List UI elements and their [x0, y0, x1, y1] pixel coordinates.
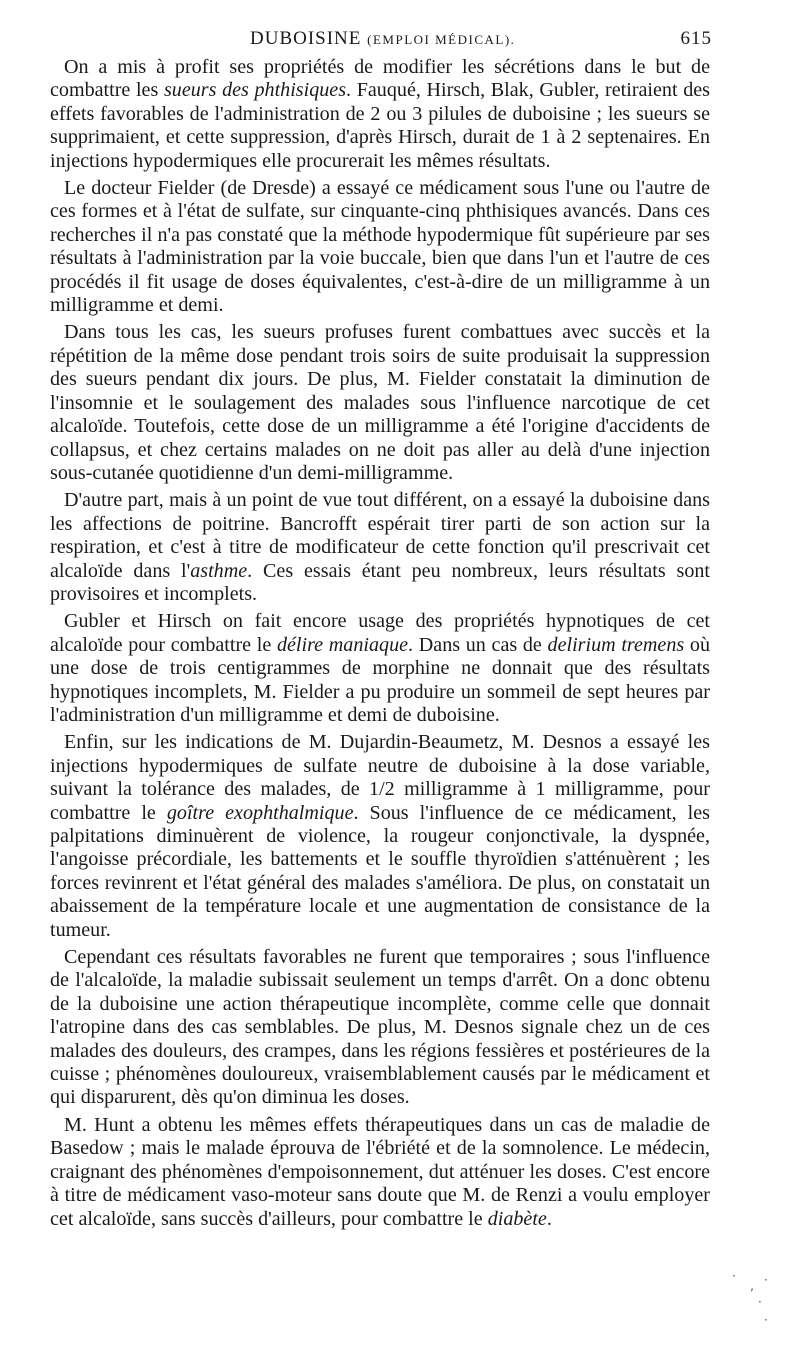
running-title-subtitle: (EMPLOI MÉDICAL).: [367, 32, 516, 47]
italic-run: délire maniaque: [276, 633, 409, 656]
text-run: Dans tous les cas, les sueurs profuses furent combattues avec succès et la répétition de la même dose pendant trois soirs de suite produisait la suppression des sueurs pendant dix jours. De plus, M. Fielder constatait la diminution de l'insomnie et le soulagement des malades sous l'influence narcotique de cet alcaloïde. Toutefois, cette dose de un milligramme a été l'origine d'accidents de collapsus, et chez certains malades on ne doit pas aller au delà d'une injection sous-cutanée quotidienne d'un demi-milligramme.: [50, 321, 710, 484]
text-run: . Dans un cas de: [408, 633, 548, 656]
body-text: [50, 56, 710, 1231]
running-head: [50, 22, 710, 52]
paragraph: [50, 946, 710, 1110]
paragraph: [50, 177, 710, 317]
text-run: M. Hunt a obtenu les mêmes effets thérapeutiques dans un cas de maladie de Basedow ; mais le malade éprouva de l'ébriété et de la somnolence. Le médecin, craignant des phénomènes d'empoisonnement, dut atténuer les doses. C'est encore à titre de médicament vaso-moteur sans doute que M. de Renzi a voulu employer cet alcaloïde, sans succès d'ailleurs, pour combattre le: [50, 1113, 710, 1230]
scan-specks: · ‚ · · ·: [732, 1269, 768, 1327]
italic-run: diabète: [487, 1207, 547, 1230]
paragraph: [50, 56, 710, 173]
text-run: On a mis à profit ses propriétés de modifier les sécrétions dans le but de combattre les: [50, 56, 710, 102]
text-run: D'autre part, mais à un point de vue tout différent, on a essayé la duboisine dans les affections de poitrine. Bancrofft espérait tirer parti de son action sur la respiration, et c'est à titre de modificateur de cette fonction qu'il prescrivait cet alcaloïde dans l': [50, 489, 710, 582]
text-run: où une dose de trois centigrammes de morphine ne donnait que des résultats hypnotiques incomplets, M. Fielder a pu produire un sommeil de sept heures par l'administration d'un milligramme et demi de duboisine.: [50, 633, 710, 726]
paragraph: [50, 489, 710, 606]
paragraph: [50, 731, 710, 942]
running-title-main: DUBOISINE: [250, 28, 362, 49]
italic-run: delirium tremens: [547, 633, 685, 656]
text-run: . Sous l'influence de ce médicament, les palpitations diminuèrent de violence, la rougeur conjonctivale, la dyspnée, l'angoisse précordiale, les battements et le souffle thyroïdien s'atténuèrent ; les forces revinrent et l'état général des malades s'améliora. De plus, on constatait un abaissement de la température locale et une augmentation de consistance de la tumeur.: [50, 801, 710, 941]
text-run: Le docteur Fielder (de Dresde) a essayé ce médicament sous l'une ou l'autre de ces formes et à l'état de sulfate, sur cinquante-cinq phthisiques avancés. Dans ces recherches il n'a pas constaté que la méthode hypodermique fût supérieure par ses résultats à l'administration par la voie buccale, bien que dans l'un et l'autre de ces procédés il fit usage de doses équivalentes, c'est-à-dire de un milligramme à un milligramme et demi.: [50, 177, 710, 317]
text-run: Enfin, sur les indications de M. Dujardin-Beaumetz, M. Desnos a essayé les injections hypodermiques de sulfate neutre de duboisine à la dose variable, suivant la tolérance des malades, de 1/2 milligramme à 1 milligramme, pour combattre le: [50, 731, 710, 824]
book-page: [50, 22, 710, 1235]
text-run: . Fauqué, Hirsch, Blak, Gubler, retiraient des effets favorables de l'administration de 2 ou 3 pilules de duboisine ; les sueurs se supprimaient, et cette suppression, d'après Hirsch, durait de 1 à 2 septenaires. En injections hypodermiques elle procurerait les mêmes résultats.: [50, 79, 710, 172]
text-run: Gubler et Hirsch on fait encore usage des propriétés hypnotiques de cet alcaloïde pour combattre le: [50, 610, 710, 656]
paragraph: [50, 610, 710, 727]
italic-run: goître exophthalmique: [166, 801, 354, 824]
italic-run: sueurs des phthisiques: [163, 79, 347, 102]
text-run: Cependant ces résultats favorables ne furent que temporaires ; sous l'influence de l'alcaloïde, la maladie subissait seulement un temps d'arrêt. On a donc obtenu de la duboisine une action thérapeutique incomplète, comme celle que donnait l'atropine dans des cas semblables. De plus, M. Desnos signale chez un de ces malades des douleurs, des crampes, dans les régions fessières et postérieures de la cuisse ; phénomènes douloureux, vraisemblablement causés par le médicament et qui disparurent, dès qu'on diminua les doses.: [50, 946, 710, 1109]
italic-run: asthme: [190, 559, 248, 582]
running-title: [250, 28, 515, 50]
page-number: 615: [680, 28, 712, 49]
paragraph: [50, 1114, 710, 1231]
text-run: .: [546, 1207, 552, 1230]
paragraph: [50, 321, 710, 485]
text-run: . Ces essais étant peu nombreux, leurs résultats sont provisoires et incomplets.: [50, 559, 710, 605]
